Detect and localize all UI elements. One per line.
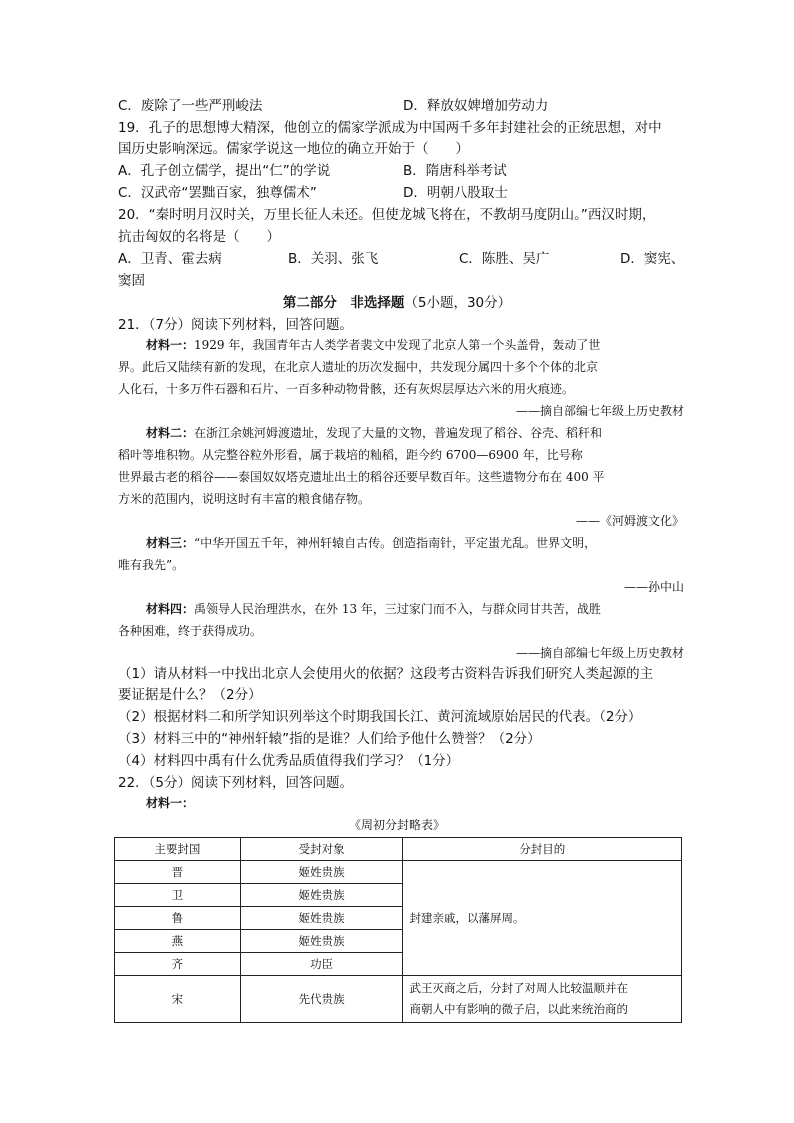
q21-material-4-text1: 禹领导人民治理洪水，在外 13 年，三过家门而不入，与群众同甘共苦，战胜 xyxy=(194,602,601,616)
table-cell-state: 晋 xyxy=(115,861,241,884)
table-header-row xyxy=(115,838,682,861)
q19-stem-line2: 国历史影响深远。儒家学说这一地位的确立开始于（ ） xyxy=(118,141,469,157)
q21-sub3: （3）材料三中的“神州轩辕”指的是谁？人们给予他什么赞誉？（2分） xyxy=(118,731,541,747)
table-header-cell: 受封对象 xyxy=(240,838,403,861)
q20-option-b: B．关羽、张飞 xyxy=(288,251,379,267)
q19-option-a: A．孔子创立儒学，提出“仁”的学说 xyxy=(118,163,331,179)
q20-option-d-cont: 窦固 xyxy=(118,273,145,289)
q20-stem-line1: 20．“秦时明月汉时关，万里长征人未还。但使龙城飞将在，不教胡马度阴山。”西汉时期， xyxy=(118,207,656,223)
q21-material-4-line2: 各种困难，终于获得成功。 xyxy=(118,624,263,638)
purpose-song-line2: 商朝人中有影响的微子启，以此来统治商的 xyxy=(409,1002,628,1016)
table-cell-recipient: 姬姓贵族 xyxy=(240,884,403,907)
q21-material-2-source: ——《河姆渡文化》 xyxy=(575,514,684,528)
q21-material-4-line1 xyxy=(118,598,684,620)
q21-material-1-line2: 界。此后又陆续有新的发现，在北京人遗址的历次发掘中，共发现分属四十多个个体的北京 xyxy=(118,360,599,374)
table-cell-recipient: 功臣 xyxy=(240,953,403,976)
table-cell-state: 宋 xyxy=(115,976,241,1023)
table-row xyxy=(115,976,682,1023)
q21-material-1-label: 材料一： xyxy=(146,338,195,352)
q20-stem-line2: 抗击匈奴的名将是（ ） xyxy=(118,229,280,245)
q21-material-3-label: 材料三： xyxy=(146,536,195,550)
q21-material-4-source: ——摘自部编七年级上历史教材 xyxy=(515,646,684,660)
q19-stem-line1: 19．孔子的思想博大精深，他创立的儒家学派成为中国两千多年封建社会的正统思想，对中 xyxy=(118,120,662,136)
q22-table-caption: 《周初分封略表》 xyxy=(348,818,445,832)
q21-material-2-line4: 方米的范围内，说明这时有丰富的粮食储存物。 xyxy=(118,492,371,506)
q21-sub2: （2）根据材料二和所学知识列举这个时期我国长江、黄河流域原始居民的代表。（2分） xyxy=(118,709,642,725)
q21-material-3-text1: “中华开国五千年，神州轩辕自古传。创造指南针，平定蚩尤乱。世界文明， xyxy=(194,536,597,550)
q19-option-d: D．明朝八股取士 xyxy=(403,185,508,201)
q21-material-1-text1: 1929 年，我国青年古人类学者裴文中发现了北京人第一个头盖骨，轰动了世 xyxy=(194,338,601,352)
q21-sub1-line2: 要证据是什么？（2分） xyxy=(118,687,262,703)
q21-material-2-label: 材料二： xyxy=(146,426,195,440)
q20-option-c: C．陈胜、吴广 xyxy=(459,251,550,267)
table-cell-recipient: 姬姓贵族 xyxy=(240,907,403,930)
q21-material-2-line1 xyxy=(118,422,684,444)
q21-material-2-line3: 世界最古老的稻谷——泰国奴奴塔克遗址出土的稻谷还要早数百年。这些遗物分布在 400 平 xyxy=(118,470,605,484)
q21-material-3-source: ——孙中山 xyxy=(623,580,684,594)
q20-option-d: D．窦宪、 xyxy=(620,251,685,267)
q21-material-2-text1: 在浙江余姚河姆渡遗址，发现了大量的文物，普遍发现了稻谷、谷壳、稻秆和 xyxy=(194,426,603,440)
enfeoffment-table xyxy=(114,837,682,1023)
table-row xyxy=(115,861,682,884)
table-cell-state: 鲁 xyxy=(115,907,241,930)
section-2-count: （5小题，30分） xyxy=(404,295,512,311)
purpose-song-line1: 武王灭商之后，分封了对周人比较温顺并在 xyxy=(409,981,628,995)
q21-material-2-line2: 稻叶等堆积物。从完整谷粒外形看，属于栽培的籼稻，距今约 6700—6900 年，比号称 xyxy=(118,448,583,462)
q21-sub1-line1: （1）请从材料一中找出北京人会使用火的依据？这段考古资料告诉我们研究人类起源的主 xyxy=(118,666,654,682)
section-2-title: 第二部分 非选择题 xyxy=(282,295,405,311)
q21-sub4: （4）材料四中禹有什么优秀品质值得我们学习？（1分） xyxy=(118,753,460,769)
q19-option-c: C．汉武帝“罢黜百家，独尊儒术” xyxy=(118,185,317,201)
q21-material-1-line3: 人化石，十多万件石器和石片、一百多种动物骨骸，还有灰烬层厚达六米的用火痕迹。 xyxy=(118,382,575,396)
table-cell-state: 燕 xyxy=(115,930,241,953)
table-cell-recipient: 姬姓贵族 xyxy=(240,861,403,884)
q21-material-1-source: ——摘自部编七年级上历史教材 xyxy=(515,404,684,418)
section-2-heading xyxy=(0,293,794,313)
q21-material-3-line2: 唯有我先”。 xyxy=(118,558,185,572)
table-header-cell: 分封目的 xyxy=(403,838,682,861)
table-cell-state: 卫 xyxy=(115,884,241,907)
table-cell-purpose: 封建亲戚，以藩屏周。 xyxy=(403,861,682,976)
table-cell-recipient: 姬姓贵族 xyxy=(240,930,403,953)
q22-stem: 22．（5分）阅读下列材料，回答问题。 xyxy=(118,775,354,791)
q18-option-c: C．废除了一些严刑峻法 xyxy=(118,98,263,114)
q21-material-4-label: 材料四： xyxy=(146,602,195,616)
table-cell-recipient: 先代贵族 xyxy=(240,976,403,1023)
q21-material-1-line1 xyxy=(118,334,684,356)
table-header-cell: 主要封国 xyxy=(115,838,241,861)
table-cell-purpose-song xyxy=(403,976,682,1023)
q22-material-1-label: 材料一： xyxy=(146,796,195,810)
q19-option-b: B．隋唐科举考试 xyxy=(403,163,507,179)
q20-option-a: A．卫青、霍去病 xyxy=(118,251,222,267)
table-cell-state: 齐 xyxy=(115,953,241,976)
q18-option-d: D．释放奴婢增加劳动力 xyxy=(403,98,549,114)
q21-material-3-line1 xyxy=(118,532,684,554)
q21-stem: 21．（7分）阅读下列材料，回答问题。 xyxy=(118,317,354,333)
